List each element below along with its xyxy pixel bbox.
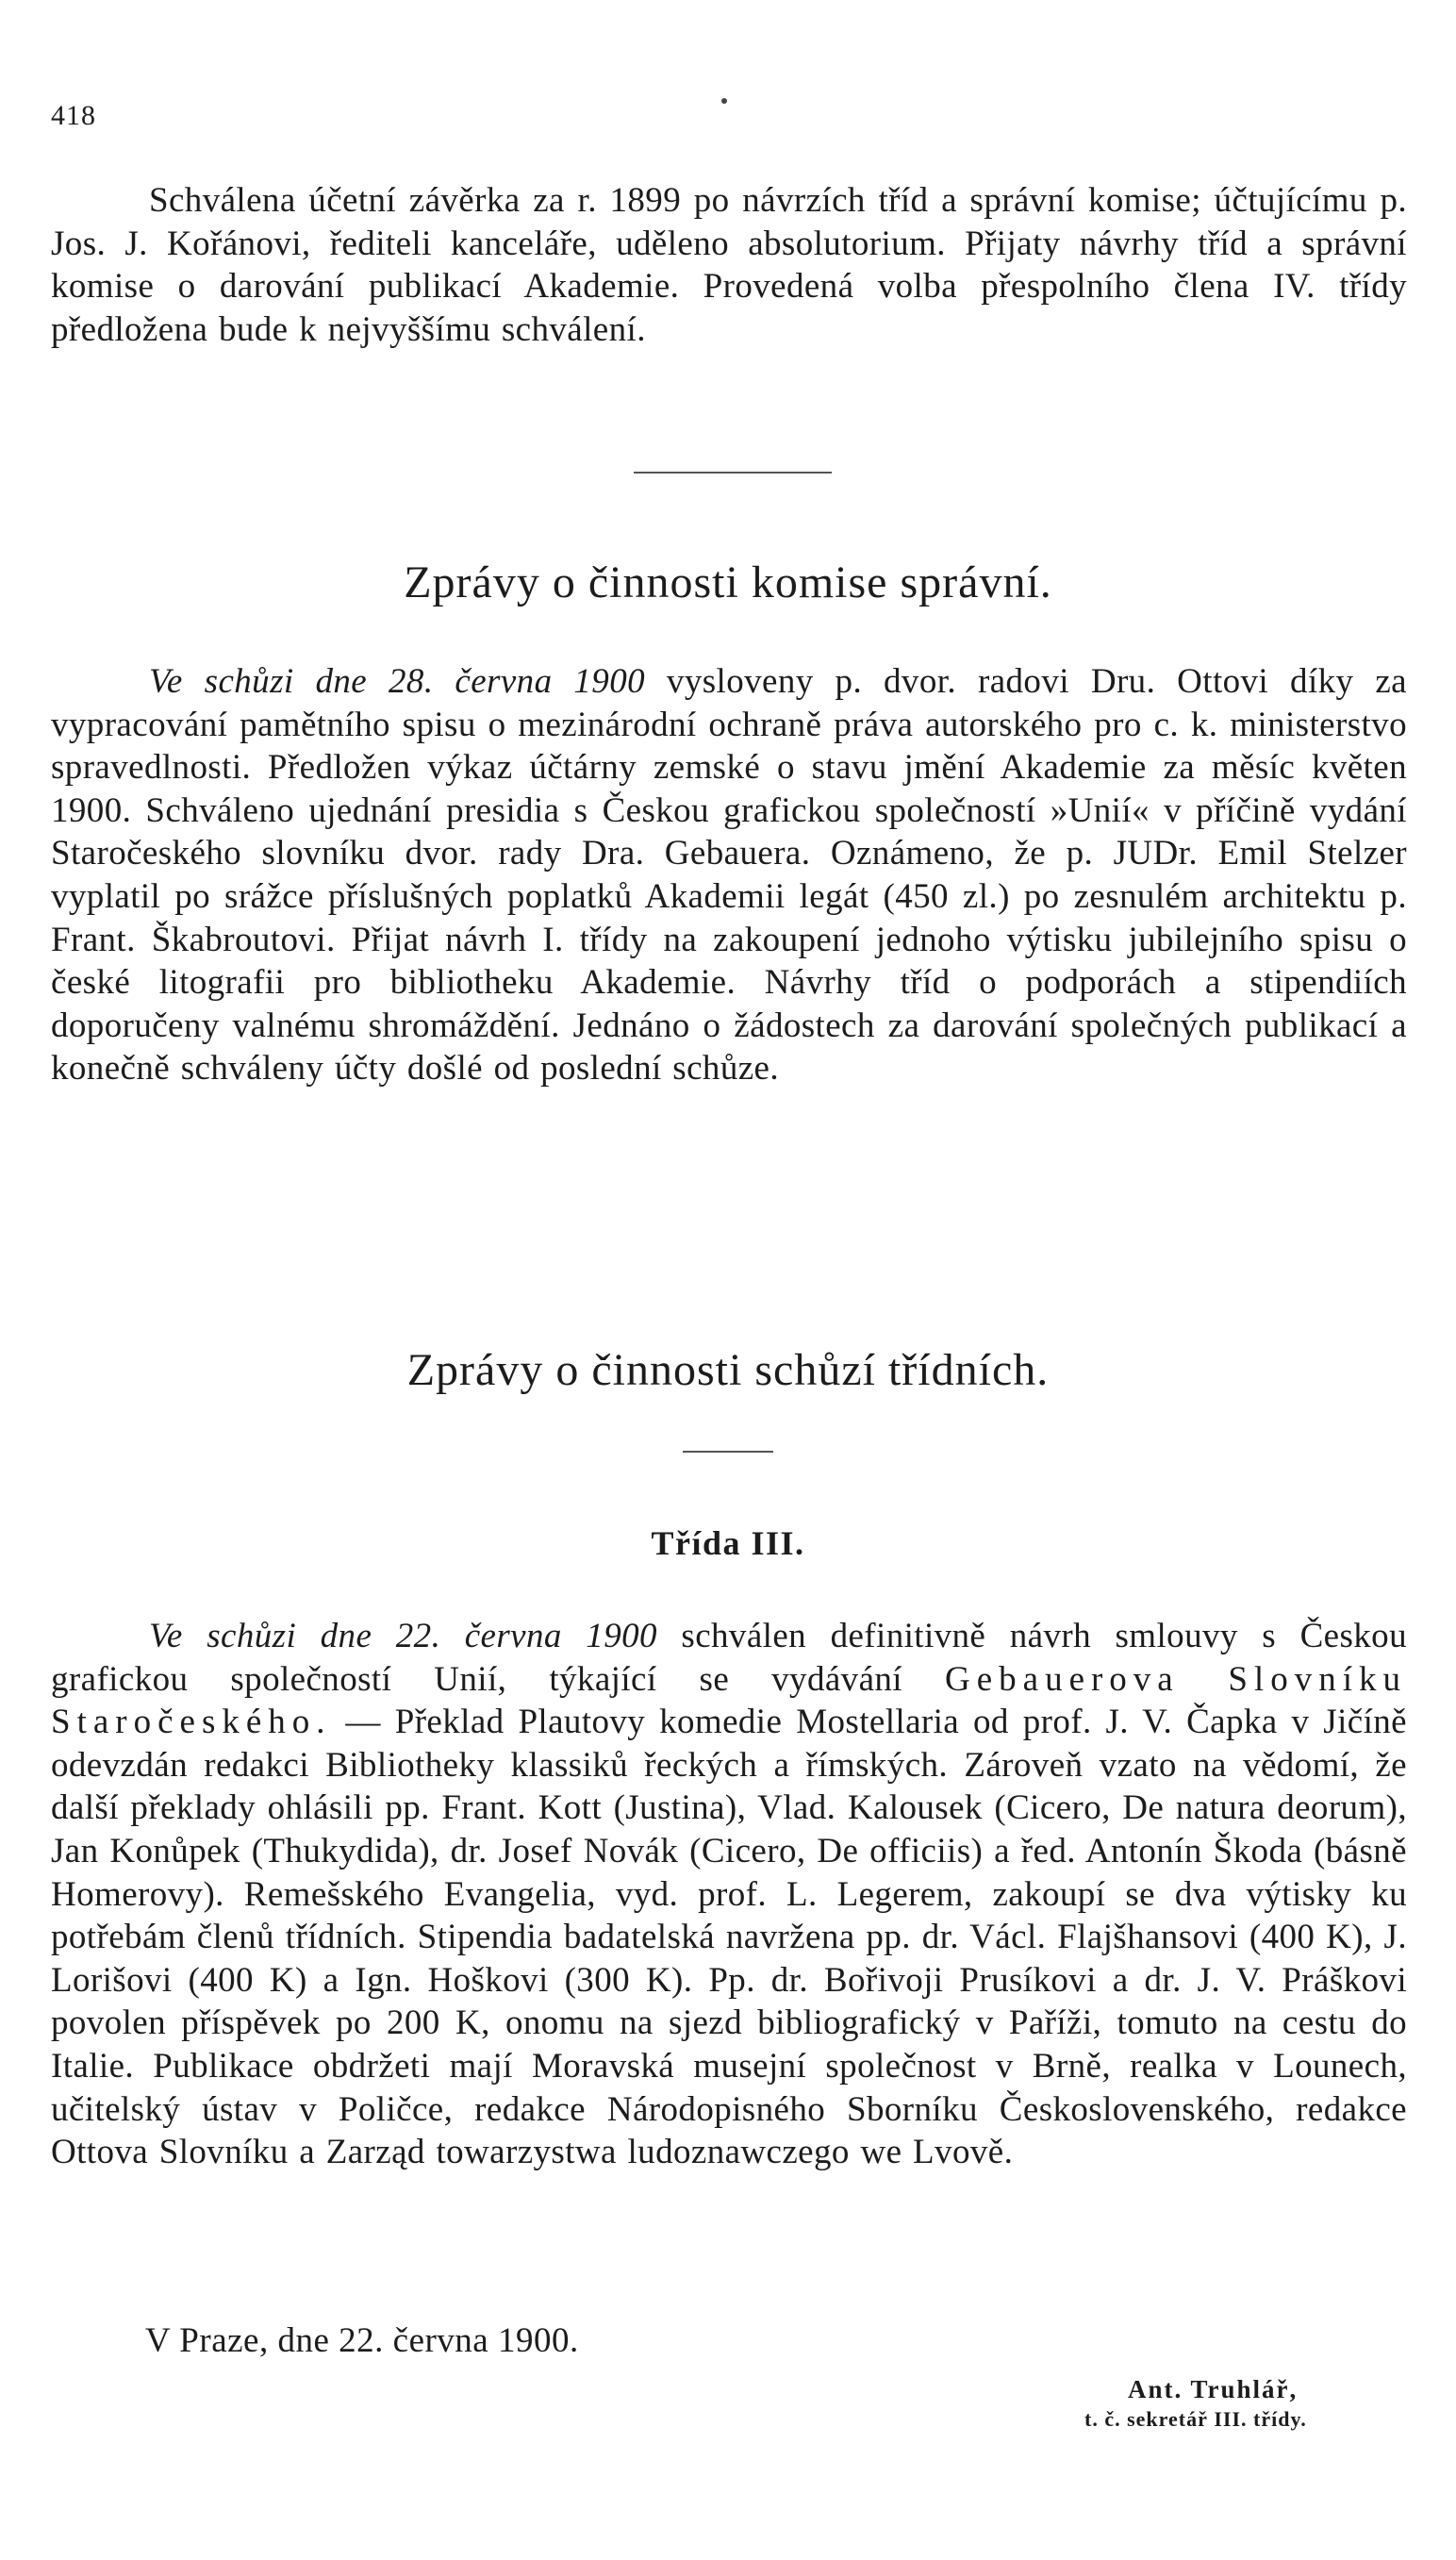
class-subheading: Třída III.: [651, 1524, 805, 1562]
class-text-before: schválen definitivně návrh smlouvy s Českou grafickou společností Unií, týkající se vydávání: [51, 1617, 1407, 1699]
class-date-phrase: Ve schůzi dne 22. června 1900: [149, 1617, 657, 1655]
divider-rule: [683, 1451, 773, 1453]
section-heading-admin: Zprávy o činnosti komise správní.: [404, 557, 1052, 607]
place-date: V Praze, dne 22. června 1900.: [145, 2321, 579, 2360]
admin-paragraph: [51, 660, 1407, 1090]
intro-paragraph: [51, 179, 1407, 351]
admin-text: vysloveny p. dvor. radovi Dru. Ottovi díky za vypracování pamětního spisu o mezinárodní ochraně práva autorského pro c. k. ministerstvo spravedlnosti. Předložen výkaz účtárny zemské o stavu jmění Akademie za měsíc květen 1900. Schváleno ujednání presidia s Českou grafickou společností »Unií« v příčině vydání Staročeského slovníku dvor. rady Dra. Gebauera. Oznámeno, že p. JUDr. Emil Stelzer vyplatil po srážce příslušných poplatků Akademii legát (450 zl.) po zesnulém architektu p. Frant. Škabroutovi. Přijat návrh I. třídy na zakoupení jednoho výtisku jubilejního spisu o české litografii pro bibliotheku Akademie. Návrhy tříd o podporách a stipendiích doporučeny valnému shromáždění. Jednáno o žádostech za darování společných publikací a konečně schváleny účty došlé od poslední schůze.: [51, 662, 1407, 1089]
divider-rule: [634, 472, 832, 474]
class-paragraph: [51, 1615, 1407, 2174]
signer-name: Ant. Truhlář,: [1128, 2375, 1299, 2403]
print-speck: [721, 98, 727, 104]
page-number: 418: [51, 100, 96, 131]
class-text-after: — Překlad Plautovy komedie Mostellaria od prof. J. V. Čapka v Jičíně odevzdán redakci Bibliotheky klassiků řeckých a římských. Zároveň vzato na vědomí, že další překlady ohlásili pp. Frant. Kott (Justina), Vlad. Kalousek (Cicero, De natura deorum), Jan Konůpek (Thukydida), dr. Josef Novák (Cicero, De officiis) a řed. Antonín Škoda (básně Homerovy). Remešského Evangelia, vyd. prof. L. Legerem, zakoupí se dva výtisky ku potřebám členů třídních. Stipendia badatelská navržena pp. dr. Václ. Flajšhansovi (400 K), J. Lorišovi (400 K) a Ign. Hoškovi (300 K). Pp. dr. Bořivoji Prusíkovi a dr. J. V. Práškovi povolen příspěvek po 200 K, onomu na sjezd bibliografický v Paříži, tomuto na cestu do Italie. Publikace obdržeti mají Moravská musejní společnost v Brně, realka v Lounech, učitelský ústav v Poličce, redakce Národopisného Sborníku Československého, redakce Ottova Slovníku a Zarząd towarzystwa ludoznawczego we Lvově.: [51, 1703, 1407, 2172]
spaced-title: Gebauerova Slovníku Staročeského.: [51, 1659, 1407, 1742]
signer-title: t. č. sekretář III. třídy.: [1084, 2407, 1307, 2431]
section-heading-class: Zprávy o činnosti schůzí třídních.: [406, 1345, 1050, 1395]
admin-date-phrase: Ve schůzi dne 28. června 1900: [149, 662, 645, 701]
intro-text: Schválena účetní závěrka za r. 1899 po návrzích tříd a správní komise; účtujícímu p. Jos. J. Kořánovi, řediteli kanceláře, uděleno absolutorium. Přijaty návrhy tříd a správní komise o darování publikací Akademie. Provedená volba přespolního člena IV. třídy předložena bude k nejvyššímu schválení.: [51, 181, 1407, 349]
